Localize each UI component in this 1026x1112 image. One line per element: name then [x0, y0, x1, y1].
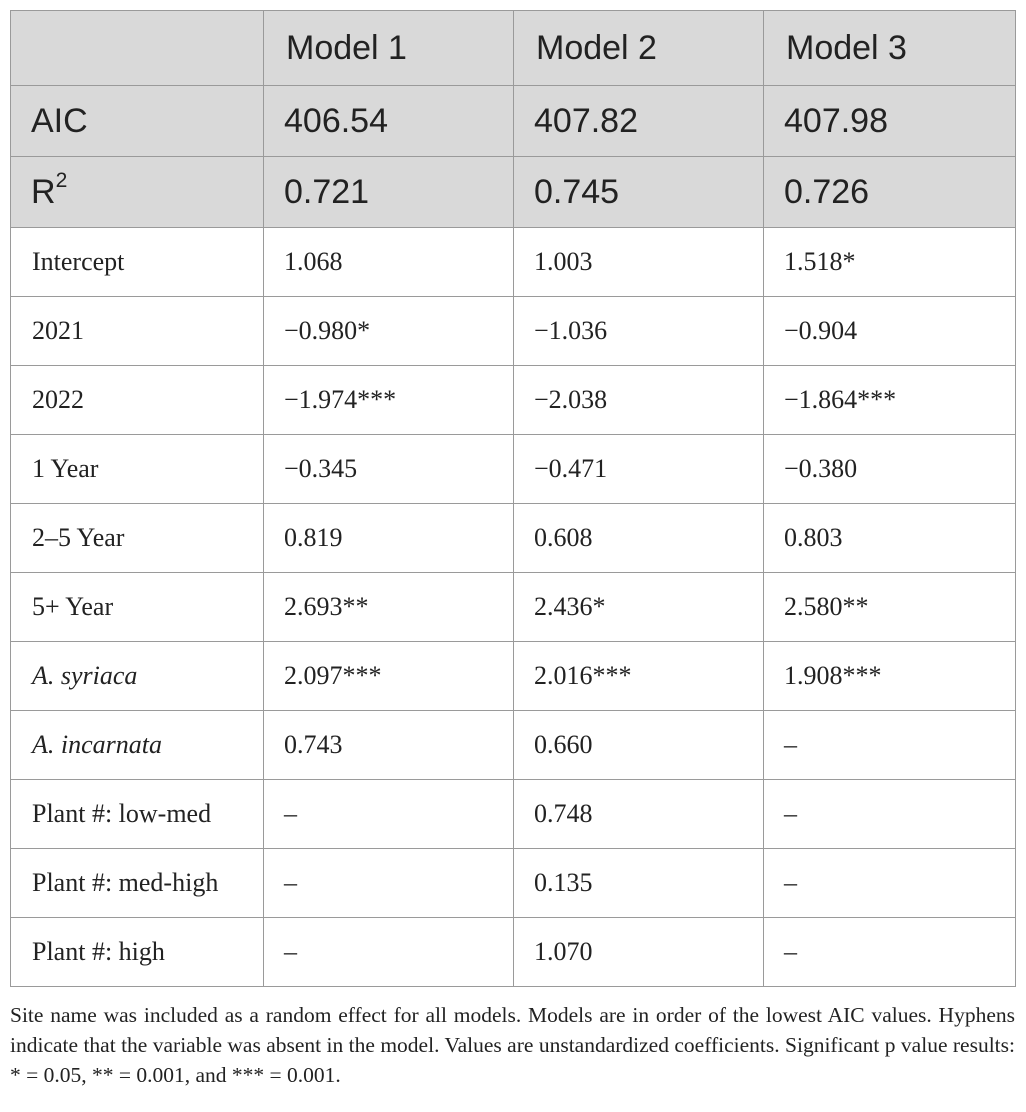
value-cell: 1.518*	[764, 228, 1016, 297]
value-cell: 0.135	[514, 849, 764, 918]
row-label-cell: 2022	[11, 366, 264, 435]
table-row	[11, 642, 1016, 711]
row-label-cell: Plant #: high	[11, 918, 264, 987]
value-cell: 0.819	[264, 504, 514, 573]
table-row	[11, 573, 1016, 642]
value-cell: 1.003	[514, 228, 764, 297]
stat-value-cell: 0.726	[764, 157, 1016, 228]
value-cell: –	[264, 918, 514, 987]
stat-label-text: AIC	[31, 101, 88, 140]
value-cell: 1.908***	[764, 642, 1016, 711]
results-table-container	[10, 10, 1015, 987]
value-cell: 2.436*	[514, 573, 764, 642]
value-cell: 0.748	[514, 780, 764, 849]
row-label-cell: 2021	[11, 297, 264, 366]
table-row	[11, 918, 1016, 987]
stat-label-text: R	[31, 172, 56, 211]
value-cell: −0.980*	[264, 297, 514, 366]
table-body	[11, 86, 1016, 987]
table-row	[11, 504, 1016, 573]
header-cell-model-2: Model 2	[514, 11, 764, 86]
value-cell: 0.660	[514, 711, 764, 780]
row-label-cell: A. incarnata	[11, 711, 264, 780]
table-row	[11, 780, 1016, 849]
row-label-cell: 5+ Year	[11, 573, 264, 642]
row-label-cell: Plant #: med-high	[11, 849, 264, 918]
value-cell: −0.904	[764, 297, 1016, 366]
value-cell: 0.743	[264, 711, 514, 780]
value-cell: 1.068	[264, 228, 514, 297]
stat-value-cell: 406.54	[264, 86, 514, 157]
table-header	[11, 11, 1016, 86]
header-row	[11, 11, 1016, 86]
header-cell-model-3: Model 3	[764, 11, 1016, 86]
table-row	[11, 297, 1016, 366]
stat-value-cell: 407.98	[764, 86, 1016, 157]
header-cell-empty	[11, 11, 264, 86]
header-cell-model-1: Model 1	[264, 11, 514, 86]
table-row	[11, 849, 1016, 918]
value-cell: −1.036	[514, 297, 764, 366]
value-cell: –	[764, 711, 1016, 780]
table-row	[11, 366, 1016, 435]
value-cell: −1.864***	[764, 366, 1016, 435]
value-cell: −0.471	[514, 435, 764, 504]
value-cell: 1.070	[514, 918, 764, 987]
value-cell: −2.038	[514, 366, 764, 435]
stat-value-cell: 0.745	[514, 157, 764, 228]
value-cell: –	[764, 918, 1016, 987]
value-cell: −0.380	[764, 435, 1016, 504]
value-cell: 0.803	[764, 504, 1016, 573]
value-cell: 2.693**	[264, 573, 514, 642]
value-cell: 2.016***	[514, 642, 764, 711]
value-cell: 2.097***	[264, 642, 514, 711]
row-label-cell: A. syriaca	[11, 642, 264, 711]
table-row	[11, 435, 1016, 504]
table-row	[11, 711, 1016, 780]
value-cell: 2.580**	[764, 573, 1016, 642]
value-cell: –	[764, 780, 1016, 849]
stat-value-cell: 407.82	[514, 86, 764, 157]
value-cell: −1.974***	[264, 366, 514, 435]
stat-label-superscript: 2	[55, 168, 68, 192]
value-cell: −0.345	[264, 435, 514, 504]
row-label-cell: Intercept	[11, 228, 264, 297]
table-row	[11, 228, 1016, 297]
row-label-cell: 2–5 Year	[11, 504, 264, 573]
row-label-cell: Plant #: low-med	[11, 780, 264, 849]
value-cell: –	[264, 780, 514, 849]
row-label-cell: 1 Year	[11, 435, 264, 504]
value-cell: –	[264, 849, 514, 918]
stat-row	[11, 86, 1016, 157]
value-cell: 0.608	[514, 504, 764, 573]
stat-label	[11, 157, 264, 228]
stat-row	[11, 157, 1016, 228]
stat-label	[11, 86, 264, 157]
stat-value-cell: 0.721	[264, 157, 514, 228]
model-results-table	[10, 10, 1016, 987]
value-cell: –	[764, 849, 1016, 918]
table-footnote: Site name was included as a random effect for all models. Models are in order of the lowest AIC values. Hyphens indicate that the variable was absent in the model. Values are unstandardized coefficients. Significant p value results: * = 0.05, ** = 0.001, and *** = 0.001.	[10, 1003, 1015, 1087]
